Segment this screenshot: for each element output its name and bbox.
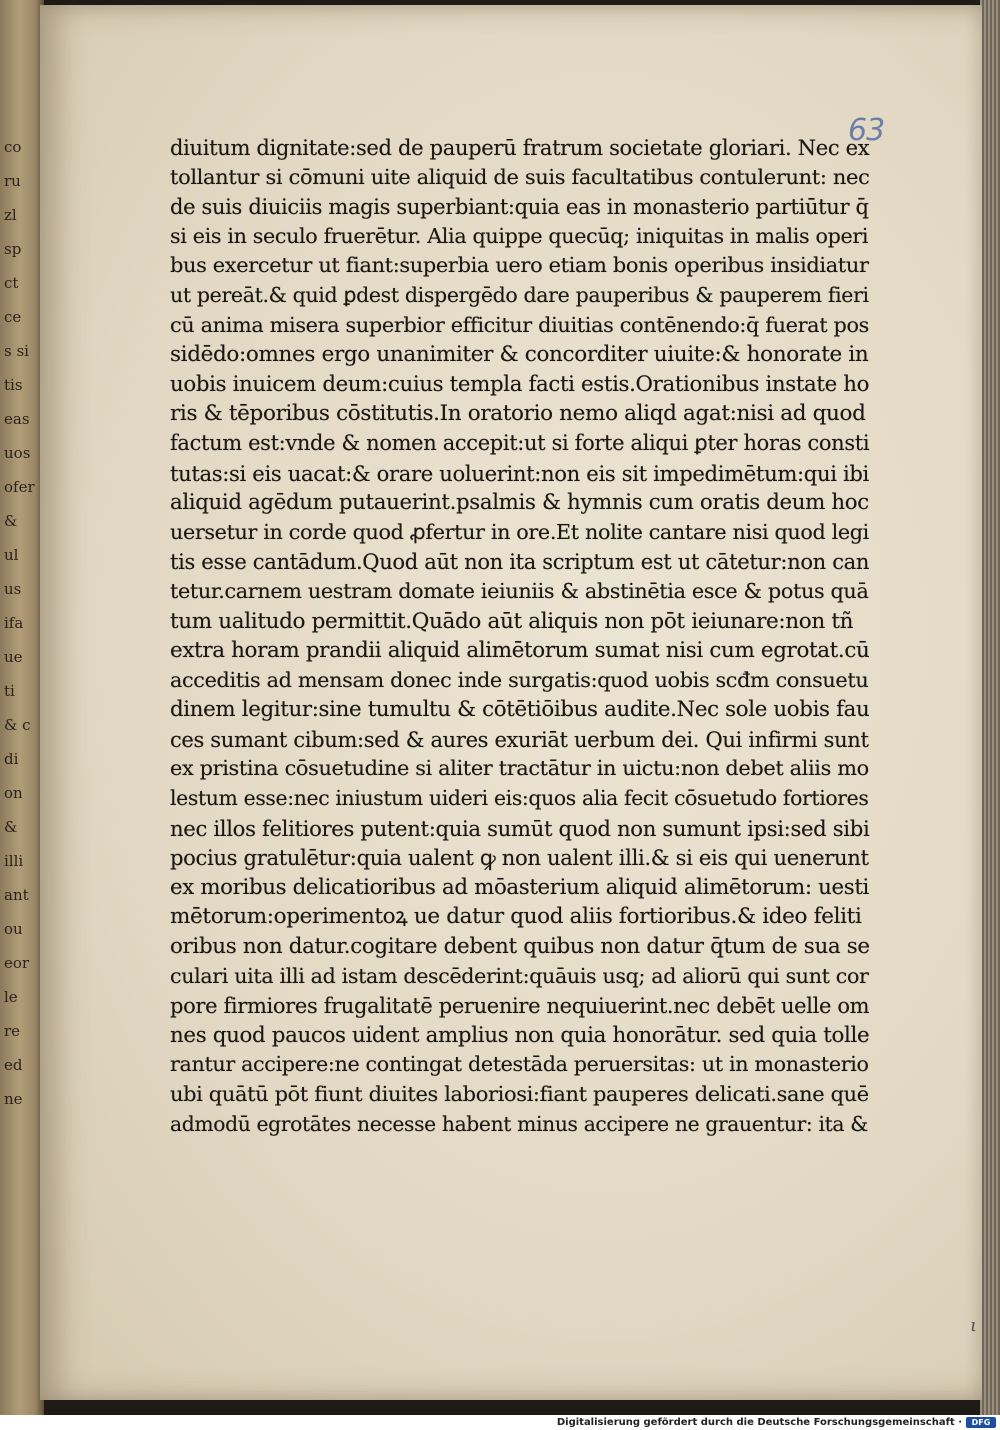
text-line: ris & tēporibus cōstitutis.In oratorio nemo aliqd agat:nisi ad quod [170,401,866,427]
text-line: tollantur si cōmuni uite aliquid de suis facultatibus contulerunt: nec [170,164,870,189]
text-line: sidēdo:omnes ergo unanimiter & concorditer uiuite:& honorate in [170,342,869,368]
folio-number: 63 [848,113,885,148]
text-line: cū anima misera superbior efficitur diuitias contēnendo:q̄ fuerat pos [170,312,869,337]
facing-page-fragment: uos [4,444,31,462]
facing-page-fragment: ce [4,308,22,326]
footer-bar [0,1415,1000,1430]
facing-page-fragment: zl [4,206,17,224]
facing-page-fragment: & [4,818,18,836]
facing-page-fragment: eas [4,410,30,428]
text-line: tetur.carnem uestram domate ieiuniis & abstinētia esce & potus quā [170,578,869,603]
facing-page-fragment: tis [4,376,23,394]
text-line: si eis in seculo fruerētur. Alia quippe quecūq; iniquitas in malis operi [170,223,869,248]
text-line: de suis diuiciis magis superbiant:quia eas in monasterio partiūtur q̄ [170,194,869,220]
facing-page-fragment: illi [4,852,24,870]
text-line: acceditis ad mensam donec inde surgatis:quod uobis scđm consuetu [170,667,869,692]
facing-page-fragment: di [4,750,19,768]
facing-page-fragment: on [4,784,23,802]
text-line: aliquid agēdum putauerint.psalmis & hymnis cum oratis deum hoc [170,490,869,516]
facing-page-fragment: re [4,1022,21,1040]
text-line: extra horam prandii aliquid alimētorum sumat nisi cum egrotat.cū [170,638,870,664]
text-line: nec illos felitiores putent:quia sumūt quod non sumunt ipsi:sed sibi [170,815,870,841]
facing-page-fragment: ant [4,886,29,904]
text-line: tis esse cantādum.Quod aūt non ita scriptum est ut cātetur:non can [170,549,870,575]
facing-page-fragment: sp [4,240,22,258]
text-block [170,133,870,1139]
facing-page-fragment: & c [4,716,31,734]
text-line: mētorum:operimentoꝝ ue datur quod aliis fortioribus.& ideo feliti [170,904,862,930]
text-line: ubi quātū pōt fiunt diuites laboriosi:fiant pauperes delicati.sane quē [170,1082,869,1106]
dfg-logo[interactable] [966,1417,996,1428]
text-line: ut pereāt.& quid ꝑdest dispergēdo dare pauperibus & pauperem fieri [170,282,869,307]
text-line: admodū egrotātes necesse habent minus accipere ne grauentur: ita & [170,1111,868,1136]
text-line: rantur accipere:ne contingat detestāda peruersitas: ut in monasterio [170,1052,869,1077]
text-line: tum ualitudo permittit.Quādo aūt aliquis non pōt ieiunare:non tñ [170,608,854,634]
facing-page-fragment: ne [4,1090,23,1108]
text-line: pocius gratulētur:quia ualent ꝙ non ualent illi.& si eis qui uenerunt [170,845,869,871]
text-line: ces sumant cibum:sed & aures exuriāt uerbum dei. Qui infirmi sunt [170,726,869,752]
text-line: ex moribus delicatioribus ad mōasterium aliquid alimētorum: uesti [170,874,870,900]
text-line: uobis inuicem deum:cuius templa facti estis.Orationibus instate ho [170,371,870,397]
facing-page-fragment: eor [4,954,30,972]
facing-page-fragment: ed [4,1056,23,1074]
dfg-logo-text: DFG [971,1418,991,1427]
text-line: pore firmiores frugalitatē peruenire nequiuerint.nec debēt uelle om [170,993,870,1019]
corner-mark: ι [970,1315,978,1336]
text-line: culari uita illi ad istam descēderint:quāuis usq; ad aliorū qui sunt cor [170,963,869,988]
facing-page-fragment: ti [4,682,15,700]
book-fore-edge [980,0,1000,1415]
facing-page-fragment: s si [4,342,29,360]
facing-page-fragment: ou [4,920,23,938]
text-line: bus exercetur ut fiant:superbia uero etiam bonis operibus insidiatur [170,253,869,278]
text-line: dinem legitur:sine tumultu & cōtētiōibus audite.Nec sole uobis fau [170,697,870,723]
text-line: nes quod paucos uident amplius non quia honorātur. sed quia tolle [170,1022,870,1048]
facing-page-fragment: co [4,138,22,156]
text-line: tutas:si eis uacat:& orare uoluerint:non eis sit impedimētum:qui ibi [170,460,869,486]
text-line: oribus non datur.cogitare debent quibus non datur q̄tum de sua se [170,934,870,960]
text-line: uersetur in corde quod ꝓfertur in ore.Et nolite cantare nisi quod legi [170,519,869,544]
facing-page-fragment: ue [4,648,23,666]
facing-page-fragment: ifa [4,614,24,632]
scanned-page [40,5,982,1400]
facing-page-fragment: ct [4,274,19,292]
footer-credit: Digitalisierung gefördert durch die Deutsche Forschungsgemeinschaft · [556,1417,962,1428]
facing-page-fragment: le [4,988,18,1006]
facing-page-edge [0,0,44,1415]
facing-page-fragment: ru [4,172,21,190]
facing-page-fragment: us [4,580,22,598]
text-line: lestum esse:nec iniustum uideri eis:quos alia fecit cōsuetudo fortiores [170,786,869,811]
text-line: factum est:vnde & nomen accepit:ut si forte aliqui ꝑter horas consti [170,430,870,455]
facing-page-fragment: ofer [4,478,35,496]
facing-page-fragment: & [4,512,18,530]
text-line: ex pristina cōsuetudine si aliter tractātur in uictu:non debet aliis mo [170,756,869,781]
text-line: diuitum dignitate:sed de pauperū fratrum societate gloriari. Nec ex [170,135,870,160]
facing-page-fragment: ul [4,546,19,564]
